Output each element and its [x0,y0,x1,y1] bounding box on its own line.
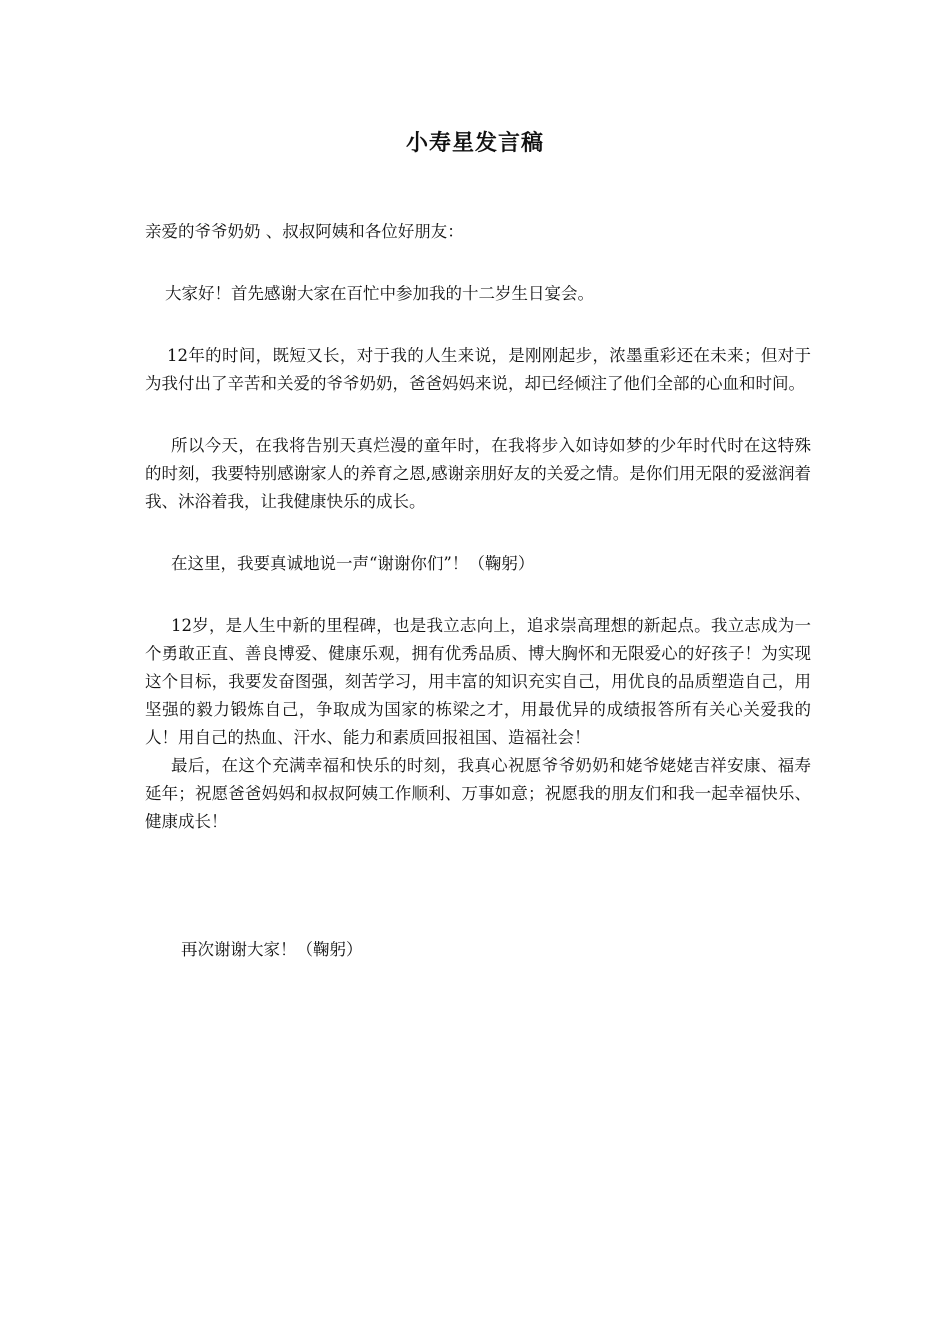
greeting: 亲爱的爷爷奶奶 、叔叔阿姨和各位好朋友： [145,222,464,241]
closing-line: 再次谢谢大家！（鞠躬） [181,940,363,959]
paragraph-2: 12年的时间，既短又长，对于我的人生来说，是刚刚起步，浓墨重彩还在未来；但对于为我付出了辛苦和关爱的爷爷奶奶，爸爸妈妈来说，却已经倾注了他们全部的心血和时间。 [145,346,811,393]
page-title: 小寿星发言稿 [405,130,544,156]
paragraph-4: 在这里，我要真诚地说一声“谢谢你们”！（鞠躬） [171,554,535,573]
paragraph-6: 最后，在这个充满幸福和快乐的时刻，我真心祝愿爷爷奶奶和姥爷姥姥吉祥安康、福寿延年；祝愿爸爸妈妈和叔叔阿姨工作顺利、万事如意；祝愿我的朋友们和我一起幸福快乐、健康成长！ [145,756,811,831]
paragraph-3: 所以今天，在我将告别天真烂漫的童年时，在我将步入如诗如梦的少年时代时在这特殊的时刻，我要特别感谢家人的养育之恩,感谢亲朋好友的关爱之情。是你们用无限的爱滋润着我、沐浴着我，让我健康快乐的成长。 [145,436,811,511]
speech-body [145,218,811,836]
paragraph-1: 大家好！首先感谢大家在百忙中参加我的十二岁生日宴会。 [165,284,594,303]
paragraph-5: 12岁，是人生中新的里程碑，也是我立志向上，追求崇高理想的新起点。我立志成为一个勇敢正直、善良博爱、健康乐观，拥有优秀品质、博大胸怀和无限爱心的好孩子！为实现这个目标，我要发奋图强，刻苦学习，用丰富的知识充实自己，用优良的品质塑造自己，用坚强的毅力锻炼自己，争取成为国家的栋梁之才，用最优异的成绩报答所有关心关爱我的人！用自己的热血、汗水、能力和素质回报祖国、造福社会！ [145,616,811,747]
